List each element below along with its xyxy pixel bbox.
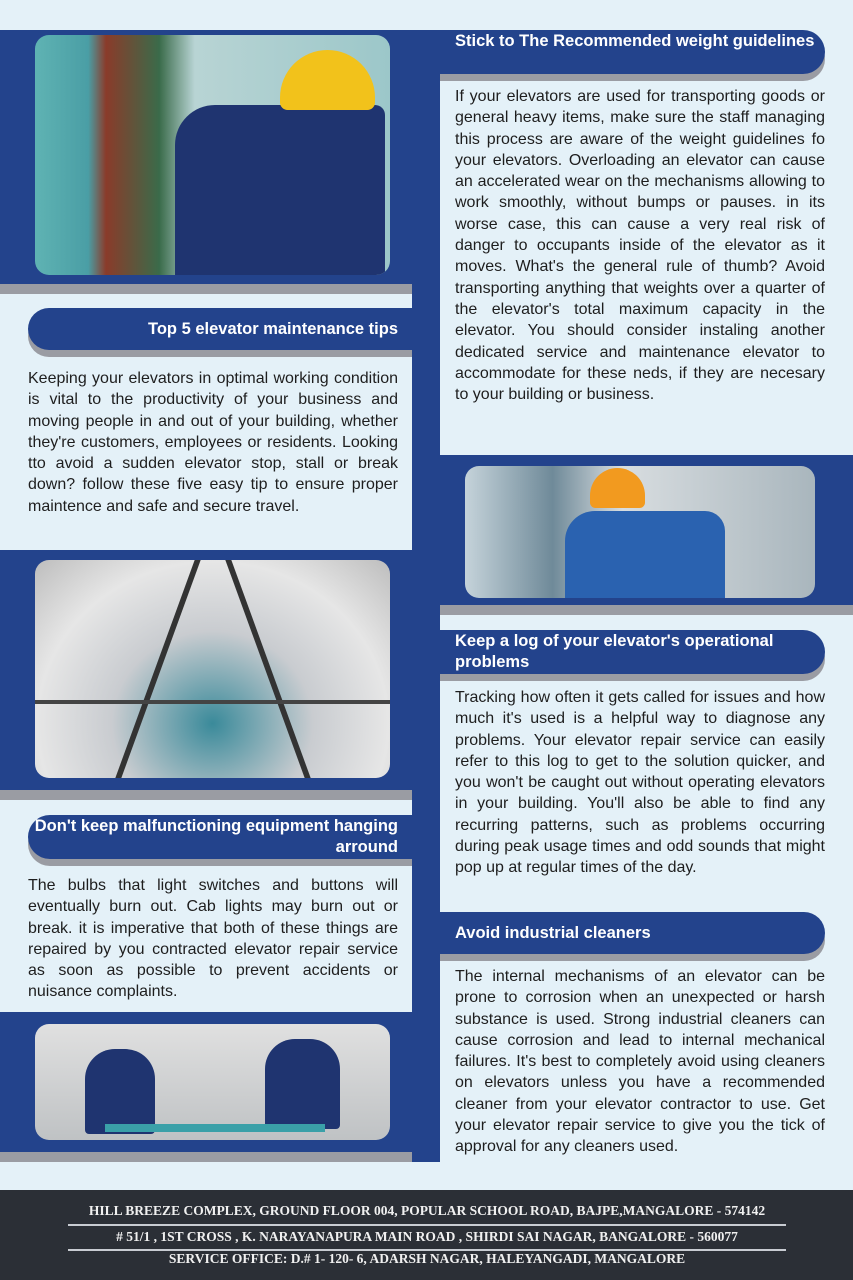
divider [0,284,412,294]
address-line-2: # 51/1 , 1ST CROSS , K. NARAYANAPURA MAIN ROAD , SHIRDI SAI NAGAR, BANGALORE - 560077 [116,1229,738,1244]
section-heading-malfunction: Don't keep malfunctioning equipment hanging arround [28,815,412,859]
divider [0,1152,412,1162]
section-body-malfunction: The bulbs that light switches and buttons will eventually burn out. Cab lights may burn out or break. it is imperative that both of these things are repaired by you contracted elevator repair service as soon as possible to prevent accidents or nuisance complaints. [28,877,398,1001]
center-strip [412,30,440,1162]
divider [0,790,412,800]
control-panel-photo [465,466,815,598]
footer-addresses [0,1190,853,1280]
divider [440,605,853,615]
shaft-workers-photo [35,1024,390,1140]
section-heading-cleaners: Avoid industrial cleaners [440,912,825,954]
address-line-3: SERVICE OFFICE: D.# 1- 120- 6, ADARSH NAGAR, HALEYANGADI, MANGALORE [168,1251,686,1266]
technician-panel-photo [35,35,390,275]
section-heading-weight: Stick to The Recommended weight guidelines [440,30,825,74]
section-body-weight: If your elevators are used for transporting goods or general heavy items, make sure the staff managing this process are aware of the weight guidelines fo your elevators. Overloading an elevator can cause an accelerated wear on the mechanisms allowing to work smoothly, without bumps or pauses. in its worse case, this can cause a very real risk of danger to occupants inside of the elevator as it moves. What's the general rule of thumb? Avoid transporting anything that weights over a quarter of the elevator's total maximum capacity in the elevator. You should consider instaling another dedicated service and maintenance elevator to accommodate for these neds, if they are necesary to your building or business. [455,88,825,404]
section-heading-log: Keep a log of your elevator's operational problems [440,630,825,674]
section-body-cleaners: The internal mechanisms of an elevator can be prone to corrosion when an unexpected or harsh substance is used. Strong industrial cleaners can cause corrosion and lead to internal mechanical failures. It's best to completely avoid using cleaners on elevators unless you have a recommended cleaner from your elevator contractor to use. Get your elevator repair service to give you the tick of approval for any cleaners used. [455,968,825,1156]
section-heading-intro: Top 5 elevator maintenance tips [28,308,412,350]
address-line-1: HILL BREEZE COMPLEX, GROUND FLOOR 004, POPULAR SCHOOL ROAD, BAJPE,MANGALORE - 574142 [88,1203,766,1218]
section-body-intro: Keeping your elevators in optimal working condition is vital to the productivity of your business and moving people in and out of your building, whether they're customers, employees or residents. Looking tto avoid a sudden elevator stop, stall or break down? follow these five easy tip to ensure proper maintence and safe and secure travel. [28,370,398,515]
elevator-shaft-photo [35,560,390,778]
section-body-log: Tracking how often it gets called for issues and how much it's used is a helpful way to diagnose any problems. Your elevator repair service can easily refer to this log to get to the solution quicker, and you won't be caught out without operating elevators in your building. You'll also be able to find any recurring patterns, such as problems occurring during peak usage times and odd sounds that might pop up at regular times of the day. [455,689,825,877]
